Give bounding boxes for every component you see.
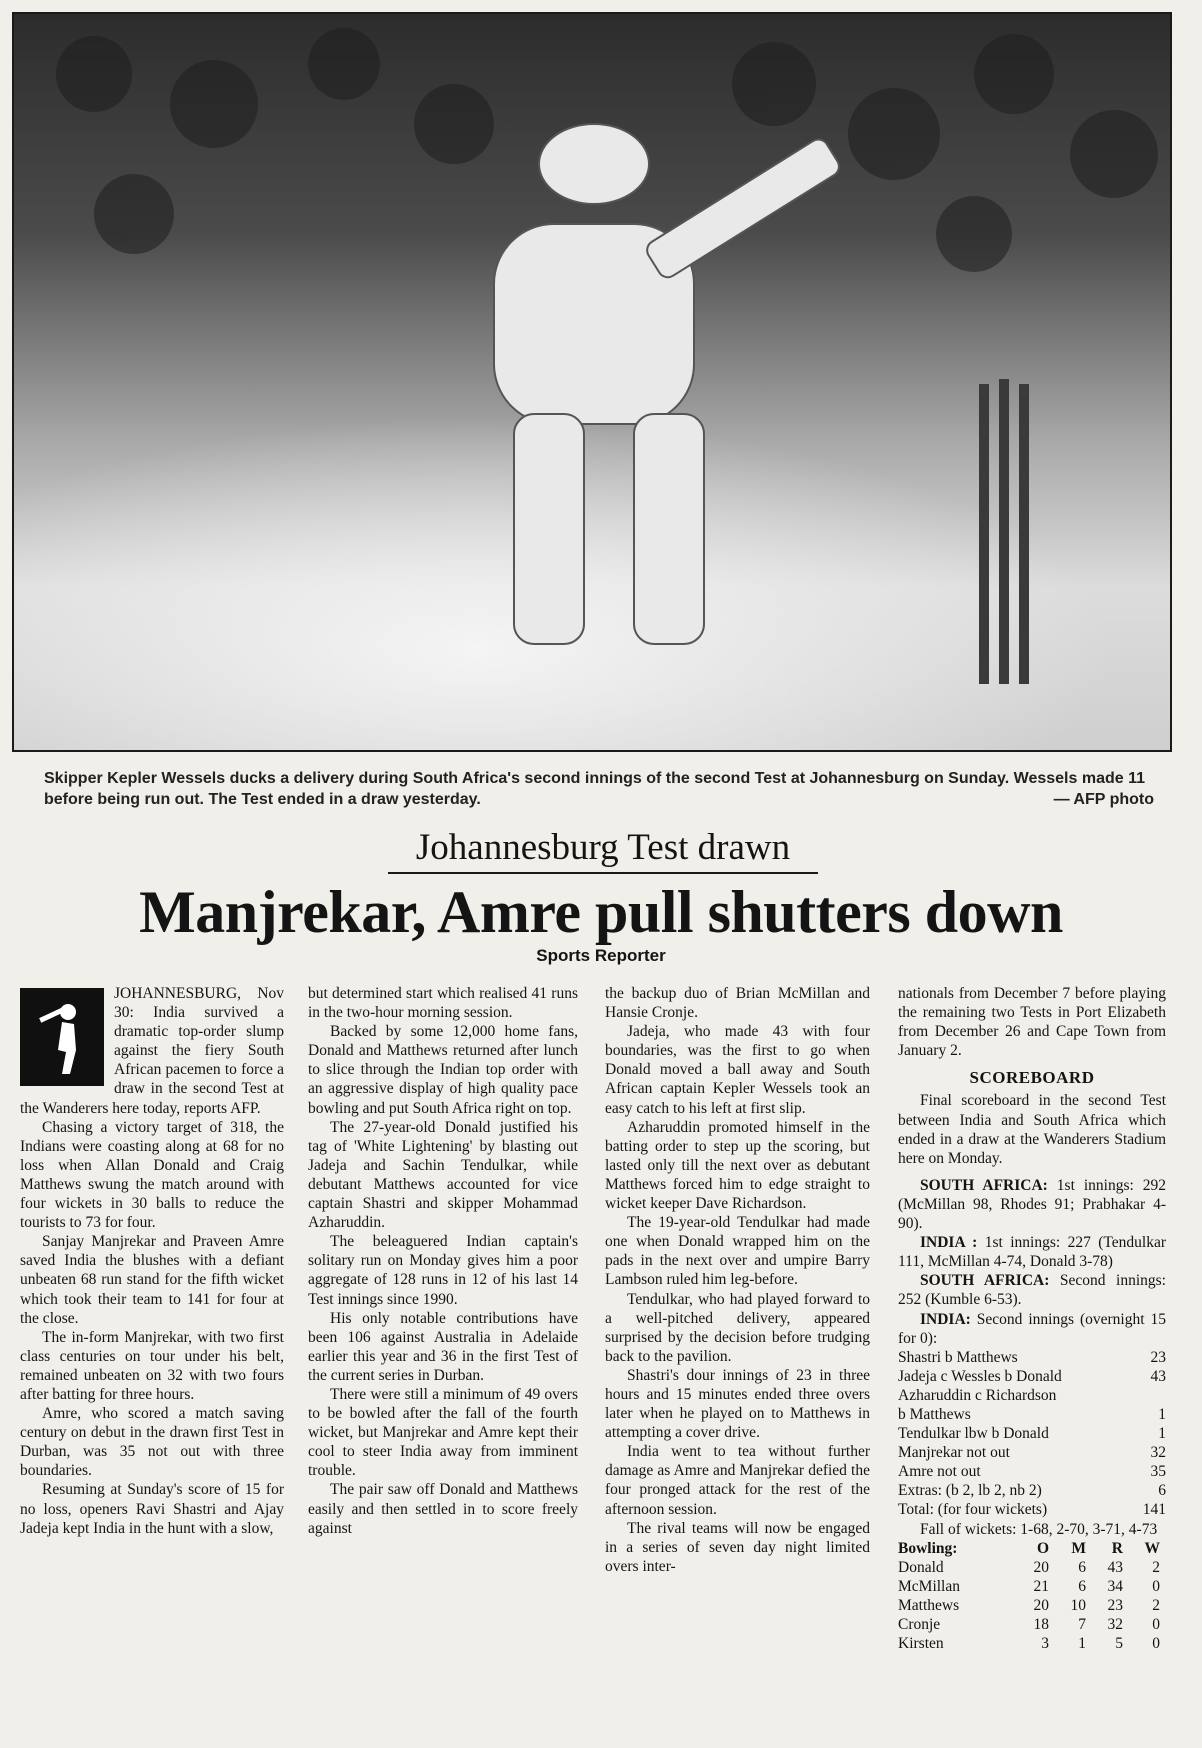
paragraph: The rival teams will now be engaged in a series of seven day night limited overs inter- — [605, 1519, 870, 1575]
bowling-row — [898, 1596, 1166, 1615]
overs: 18 — [1033, 1616, 1049, 1633]
runs: 23 — [1107, 1596, 1123, 1614]
bowling-table — [898, 1539, 1166, 1654]
runs: 1 — [1158, 1405, 1166, 1423]
runs: 43 — [1150, 1367, 1166, 1385]
ind-first-innings — [898, 1233, 1166, 1271]
runs: 34 — [1107, 1577, 1123, 1595]
bowling-header — [898, 1539, 1166, 1558]
batsman: Shastri b Matthews — [898, 1348, 1018, 1366]
paragraph: Sanjay Manjrekar and Praveen Amre saved India the blushes with a defiant unbeaten 68 run stand for the fifth wicket which took their team to 141 for four at the close. — [20, 1233, 284, 1327]
batsman: Azharuddin c Richardson — [898, 1386, 1057, 1404]
bowling-row — [898, 1558, 1166, 1577]
wickets: 0 — [1152, 1616, 1160, 1633]
paragraph: Amre, who scored a match saving century on debut in the drawn first Test in Durban, was 35 not out with three boundaries. — [20, 1405, 284, 1480]
batting-row — [898, 1386, 1166, 1405]
paragraph: the backup duo of Brian McMillan and Hansie Cronje. — [605, 985, 870, 1022]
bowler: Matthews — [898, 1596, 960, 1614]
batsman: Extras: (b 2, lb 2, nb 2) — [898, 1482, 1042, 1500]
paragraph: Shastri's dour innings of 23 in three hours and 15 minutes ended three overs later when he played on to Matthews in attempting a cover drive. — [605, 1366, 870, 1442]
wickets: 0 — [1152, 1635, 1160, 1653]
runs: 32 — [1107, 1616, 1123, 1633]
bowler: Cronje — [898, 1616, 941, 1633]
paragraph: India went to tea without further damage as Amre and Manjrekar defied the four pronged attack for the rest of the afternoon session. — [605, 1443, 870, 1518]
header-m: M — [1071, 1539, 1086, 1557]
batting-row — [898, 1462, 1166, 1481]
article-column-1 — [20, 984, 284, 1744]
paragraph: Tendulkar, who had played forward to a well-pitched delivery, appeared surprised by the decision before trudging back to the pavilion. — [605, 1290, 870, 1365]
scoreboard-title: SCOREBOARD — [969, 1068, 1095, 1088]
headline: Manjrekar, Amre pull shutters down — [139, 879, 1063, 945]
maidens: 6 — [1078, 1577, 1086, 1595]
bowler: McMillan — [898, 1577, 960, 1595]
innings-text: 1st innings: 227 (Tendulkar 111, McMillan 4-74, Donald 3-78) — [898, 1234, 1166, 1271]
overs: 21 — [1033, 1577, 1049, 1595]
paragraph: Backed by some 12,000 home fans, Donald and Matthews returned after lunch to slice through the Indian top order with an aggressive display of high quality pace bowling and put South Africa right on top. — [308, 1023, 578, 1117]
batsman: Amre not out — [898, 1463, 981, 1481]
header-o: O — [1036, 1539, 1049, 1557]
paragraph: but determined start which realised 41 runs in the two-hour morning session. — [308, 985, 578, 1022]
paragraph: Resuming at Sunday's score of 15 for no loss, openers Ravi Shastri and Ajay Jadeja kept India in the hunt with a slow, — [20, 1481, 284, 1537]
bowling-row — [898, 1634, 1166, 1653]
paragraph: The beleaguered Indian captain's solitary run on Monday gives him a poor aggregate of 128 runs in 12 of his last 14 Test innings since 1990. — [308, 1233, 578, 1308]
bowler: Donald — [898, 1558, 944, 1576]
batting-list — [898, 1348, 1166, 1520]
photo-credit: — AFP photo — [1053, 791, 1154, 808]
cricket-logo-icon — [20, 988, 104, 1086]
wickets: 2 — [1152, 1558, 1160, 1576]
runs: 1 — [1158, 1425, 1166, 1443]
sa-second-innings — [898, 1271, 1166, 1309]
batsman: b Matthews — [898, 1405, 971, 1423]
overs: 20 — [1033, 1596, 1049, 1614]
innings-text: Second innings (overnight 15 for 0): — [898, 1310, 1166, 1347]
article-column-2 — [308, 984, 578, 1744]
batting-row — [898, 1348, 1166, 1367]
overs: 3 — [1041, 1635, 1049, 1653]
article-column-4 — [898, 984, 1166, 1744]
batsman: Jadeja c Wessles b Donald — [898, 1367, 1062, 1385]
batsman: Manjrekar not out — [898, 1444, 1010, 1462]
header-r: R — [1111, 1539, 1123, 1557]
runs: 6 — [1158, 1482, 1166, 1500]
batting-row — [898, 1367, 1166, 1386]
overs: 20 — [1033, 1558, 1049, 1576]
scoreboard-intro: Final scoreboard in the second Test between India and South Africa which ended in a draw at the Wanderers Stadium here on Monday. — [898, 1092, 1166, 1167]
runs: 23 — [1150, 1348, 1166, 1366]
batsman-image — [14, 14, 1170, 750]
sa-first-innings — [898, 1176, 1166, 1233]
paragraph: Jadeja, who made 43 with four boundaries, was the first to go when Donald moved a ball away and South African captain Kepler Wessels took an easy catch to his left at first slip. — [605, 1023, 870, 1117]
maidens: 7 — [1078, 1616, 1086, 1633]
cricket-photo — [12, 12, 1172, 752]
runs: 141 — [1142, 1501, 1166, 1519]
team-label: SOUTH AFRICA: — [920, 1272, 1050, 1290]
maidens: 10 — [1070, 1596, 1086, 1614]
batsman: Tendulkar lbw b Donald — [898, 1425, 1049, 1443]
header-w: W — [1144, 1539, 1160, 1557]
batting-row — [898, 1481, 1166, 1500]
caption-text: Skipper Kepler Wessels ducks a delivery during South Africa's second innings of the second Test at Johannesburg on Sunday. Wessels made 11 before being run out. The Test ended in a draw yesterday. — [44, 770, 1145, 808]
paragraph: The pair saw off Donald and Matthews easily and then settled in to score freely against — [308, 1481, 578, 1537]
innings-text: 1st innings: 292 (McMillan 98, Rhodes 91; Prabhakar 4-90). — [898, 1176, 1166, 1233]
photo-caption — [44, 768, 1154, 810]
header-label: Bowling: — [898, 1539, 958, 1557]
batsman: Total: (for four wickets) — [898, 1501, 1048, 1519]
innings-text: Second innings: 252 (Kumble 6-53). — [898, 1272, 1166, 1309]
paragraph: nationals from December 7 before playing the remaining two Tests in Port Elizabeth from December 26 and Cape Town from January 2. — [898, 985, 1166, 1060]
maidens: 1 — [1078, 1635, 1086, 1653]
paragraph: The in-form Manjrekar, with two first class centuries on tour under his belt, remained unbeaten on 32 with two fours after batting for three hours. — [20, 1328, 284, 1403]
wickets: 2 — [1152, 1596, 1160, 1614]
wickets: 0 — [1152, 1577, 1160, 1595]
team-label: INDIA: — [920, 1310, 971, 1328]
team-label: SOUTH AFRICA: — [920, 1176, 1048, 1194]
batting-row — [898, 1443, 1166, 1462]
bowling-row — [898, 1577, 1166, 1596]
batting-row — [898, 1424, 1166, 1443]
paragraph: The 19-year-old Tendulkar had made one when Donald wrapped him on the pads in the next over and umpire Barry Lambson ruled him leg-before. — [605, 1214, 870, 1289]
runs: 32 — [1150, 1444, 1166, 1462]
runs: 35 — [1150, 1463, 1166, 1481]
byline: Sports Reporter — [536, 946, 666, 965]
bowling-row — [898, 1615, 1166, 1634]
maidens: 6 — [1078, 1558, 1086, 1576]
kicker: Johannesburg Test drawn — [388, 826, 818, 874]
paragraph: The 27-year-old Donald justified his tag of 'White Lightening' by blasting out Jadeja and Sachin Tendulkar, while debutant Matthews accounted for vice captain Shastri and skipper Mohammad Azharuddin. — [308, 1118, 578, 1232]
article-column-3 — [605, 984, 870, 1744]
team-label: INDIA : — [920, 1234, 978, 1252]
ind-second-innings — [898, 1310, 1166, 1348]
paragraph: There were still a minimum of 49 overs to be bowled after the fall of the fourth wicket, but Manjrekar and Amre kept their cool to steer India away from imminent trouble. — [308, 1385, 578, 1480]
runs: 5 — [1115, 1635, 1123, 1653]
runs: 43 — [1107, 1558, 1123, 1576]
paragraph: Azharuddin promoted himself in the batting order to step up the scoring, but lasted only till the next over as debutant Matthews forced him to edge straight to wicket keeper Dave Richardson. — [605, 1118, 870, 1213]
batting-row — [898, 1405, 1166, 1424]
paragraph: JOHANNESBURG, Nov 30: India survived a dramatic top-order slump against the fiery South African pacemen to force a draw in the second Test at the Wanderers here today, reports AFP. — [20, 985, 284, 1117]
paragraph: His only notable contributions have been 106 against Australia in Adelaide earlier this year and 36 in the first Test of the current series in Durban. — [308, 1309, 578, 1384]
paragraph: Chasing a victory target of 318, the Indians were coasting along at 68 for no loss when Allan Donald and Craig Matthews swung the match around with four wickets in 30 balls to reduce the tourists to 73 for four. — [20, 1118, 284, 1232]
bowler: Kirsten — [898, 1635, 944, 1653]
fall-of-wickets: Fall of wickets: 1-68, 2-70, 3-71, 4-73 — [920, 1520, 1158, 1538]
batting-row — [898, 1500, 1166, 1519]
